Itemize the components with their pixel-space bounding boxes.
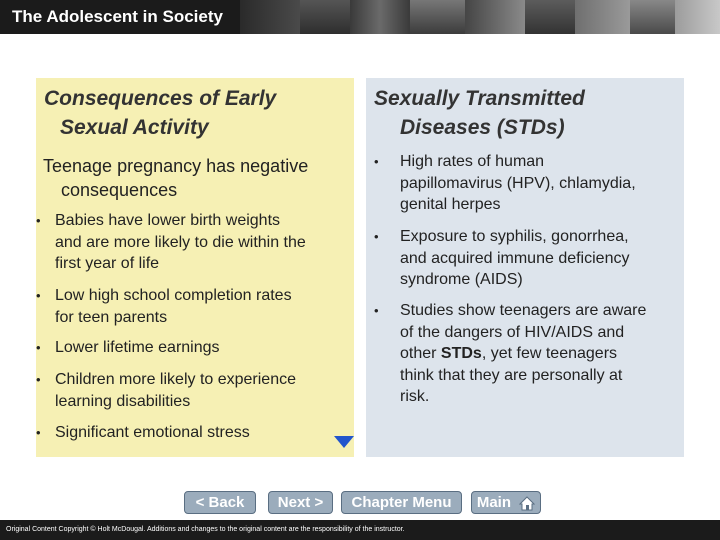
list-item: • Low high school completion rates for teen parents [36,287,292,326]
stds-emphasis: STDs [440,345,482,362]
back-button[interactable]: < Back [184,491,256,514]
list-item: • Babies have lower birth weights and are more likely to die within the first year of life [36,212,306,272]
list-item: • High rates of human papillomavirus (HPV), chlamydia, genital herpes [374,153,636,213]
list-item: • Exposure to syphilis, gonorrhea, and acquired immune deficiency syndrome (AIDS) [374,228,630,288]
bullet-icon: • [36,372,41,387]
list-item: • Significant emotional stress [36,422,344,444]
list-item: • Children more likely to experience learning disabilities [36,371,296,410]
bullet-icon: • [374,303,379,318]
bullet-icon: • [374,154,379,169]
left-title-line-1: Consequences of Early [44,87,277,110]
next-button[interactable]: Next > [268,491,333,514]
footer-bar [0,520,720,540]
list-item: • Lower lifetime earnings [36,337,344,359]
down-arrow-icon[interactable] [334,436,354,448]
left-intro-text [43,154,348,202]
main-button[interactable] [471,491,541,514]
intro-line-1: Teenage pregnancy has negative [43,156,309,176]
copyright-note: Original Content Copyright © Holt McDougal. Additions and changes to the original content are the responsibility of the instructor. [6,526,405,533]
page-title: The Adolescent in Society [12,7,223,26]
right-title-line-2: Diseases (STDs) [400,116,565,139]
intro-line-2: consequences [61,180,178,200]
right-title-line-1: Sexually Transmitted [374,87,585,110]
bullet-icon: • [374,229,379,244]
header-photo-collage [240,0,720,34]
bullet-icon: • [36,425,41,440]
list-item: • Studies show teenagers are aware of the dangers of HIV/AIDS and other STDs, yet few teenagers think that they are personally at risk. [374,302,647,405]
right-panel-title [374,84,674,142]
home-icon [519,496,535,511]
bullet-icon: • [36,288,41,303]
early-sexual-activity-panel [36,78,354,457]
left-title-line-2: Sexual Activity [60,116,209,139]
stds-panel [366,78,684,457]
chapter-menu-button[interactable]: Chapter Menu [341,491,462,514]
header-banner [0,0,720,34]
bullet-icon: • [36,340,41,355]
main-button-label: Main [476,494,511,511]
bullet-icon: • [36,213,41,228]
left-panel-title [44,84,344,142]
